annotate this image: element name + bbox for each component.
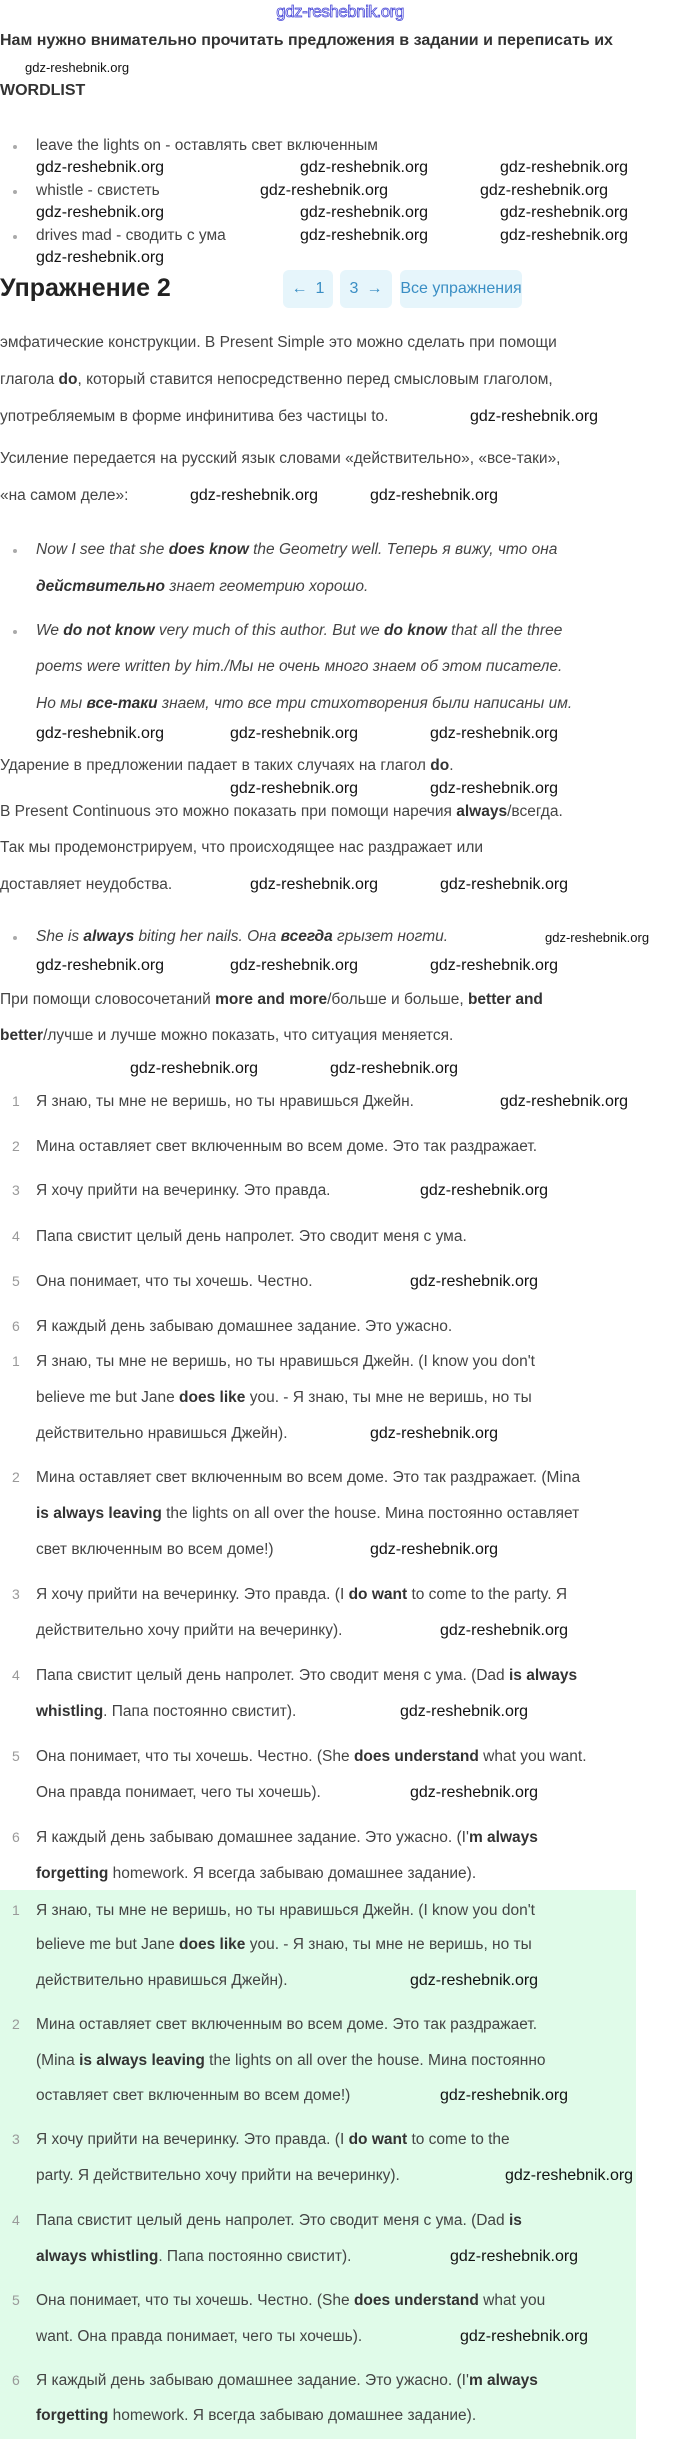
item-number: 6 xyxy=(12,2372,20,2388)
bullet-icon xyxy=(13,630,17,634)
text-run: /лучше и лучше можно показать, что ситуация меняется. xyxy=(43,1027,454,1044)
text-line xyxy=(36,621,562,641)
watermark-text: gdz-reshebnik.org xyxy=(36,204,165,221)
emphasis-text: better xyxy=(0,1027,44,1044)
text-line xyxy=(36,2291,545,2311)
text-run: действительно нравишься Джейн). xyxy=(36,1425,288,1442)
emphasis-text: действительно xyxy=(36,578,165,595)
text-run: Я знаю, ты мне не веришь, но ты нравишься Джейн. xyxy=(36,1093,414,1110)
watermark-text: gdz-reshebnik.org xyxy=(500,159,629,176)
arrow-right-icon: → xyxy=(366,280,383,297)
text-run: that all the three xyxy=(446,622,563,639)
watermark-text: gdz-reshebnik.org xyxy=(370,487,499,504)
text-run: При помощи словосочетаний xyxy=(0,991,216,1008)
text-run: homework. Я всегда забываю домашнее задание). xyxy=(108,2407,477,2424)
item-number: 1 xyxy=(12,1093,20,1109)
watermark-text: gdz-reshebnik.org xyxy=(440,876,569,893)
text-run: want. Она правда понимает, чего ты хочешь). xyxy=(36,2328,363,2345)
emphasis-text: m always xyxy=(468,2372,538,2389)
emphasis-text: does like xyxy=(179,1936,246,1953)
next-exercise-button[interactable] xyxy=(340,270,392,308)
text-run: you. - Я знаю, ты мне не веришь, но ты xyxy=(245,1389,532,1406)
text-run: /больше и больше, xyxy=(327,991,468,1008)
text-line xyxy=(36,1092,414,1112)
text-run: Ударение в предложении падает в таких случаях на глагол xyxy=(0,757,431,774)
item-number: 6 xyxy=(12,1829,20,1845)
watermark-text: gdz-reshebnik.org xyxy=(440,2087,569,2104)
emphasis-text: better and xyxy=(467,991,543,1008)
text-run: the lights on all over the house. Мина постоянно оставляет xyxy=(161,1505,580,1522)
watermark-text: gdz-reshebnik.org xyxy=(440,1622,569,1639)
text-line xyxy=(0,990,543,1010)
bullet-icon xyxy=(13,190,17,194)
watermark-text: gdz-reshebnik.org xyxy=(130,1060,259,1077)
text-line xyxy=(36,1783,321,1803)
text-run: the Geometry well. Теперь я вижу, что она xyxy=(248,541,558,558)
emphasis-text: do know xyxy=(384,622,447,639)
text-line xyxy=(36,1137,537,1157)
bullet-icon xyxy=(13,145,17,149)
item-number: 3 xyxy=(12,1586,20,1602)
item-number: 1 xyxy=(12,1353,20,1369)
text-line xyxy=(36,2166,400,2186)
watermark-text: gdz-reshebnik.org xyxy=(300,159,429,176)
wordlist-heading: WORDLIST xyxy=(0,82,86,99)
text-run: believe me but Jane xyxy=(36,1936,180,1953)
emphasis-text: is always leaving xyxy=(36,1505,162,1522)
text-line xyxy=(36,2211,522,2231)
text-run: the lights on all over the house. Мина постоянно xyxy=(204,2052,546,2069)
text-run: Мина оставляет свет включенным во всем доме. Это так раздражает. xyxy=(36,1138,538,1155)
item-number: 5 xyxy=(12,2292,20,2308)
text-run: Я знаю, ты мне не веришь, но ты нравишься Джейн. (I know you don't xyxy=(36,1902,535,1919)
text-line xyxy=(36,577,368,597)
watermark-text: gdz-reshebnik.org xyxy=(36,249,165,266)
item-number: 2 xyxy=(12,2016,20,2032)
text-line xyxy=(36,2371,538,2391)
text-line xyxy=(0,838,483,858)
text-run: Она понимает, что ты хочешь. Честно. xyxy=(36,1273,313,1290)
item-number: 2 xyxy=(12,1469,20,1485)
text-run: Усиление передается на русский язык словами «действительно», «все-таки», xyxy=(0,450,561,467)
item-number: 5 xyxy=(12,1748,20,1764)
text-run: to come to the party. Я xyxy=(407,1586,568,1603)
text-run: Now I see that she xyxy=(36,541,169,558)
watermark-text: gdz-reshebnik.org xyxy=(460,2328,589,2345)
watermark-text: gdz-reshebnik.org xyxy=(450,2248,579,2265)
text-run: действительно хочу прийти на вечеринку). xyxy=(36,1622,343,1639)
text-line xyxy=(0,802,563,822)
watermark-text: gdz-reshebnik.org xyxy=(500,1093,629,1110)
wordlist-item: whistle - свистеть xyxy=(36,182,160,199)
text-line xyxy=(36,2015,537,2035)
text-line xyxy=(36,1702,296,1722)
text-run: Я каждый день забываю домашнее задание. Это ужасно. (I' xyxy=(36,2372,469,2389)
text-run: глагола xyxy=(0,371,59,388)
text-line xyxy=(36,1540,274,1560)
watermark-text: gdz-reshebnik.org xyxy=(500,227,629,244)
text-run: (Mina xyxy=(36,2052,80,2069)
text-run: We xyxy=(36,622,64,639)
emphasis-text: do want xyxy=(348,1586,408,1603)
text-line xyxy=(36,1468,580,1488)
item-number: 1 xyxy=(12,1902,20,1918)
emphasis-text: does understand xyxy=(353,1748,479,1765)
emphasis-text: все-таки xyxy=(86,695,158,712)
watermark-text: gdz-reshebnik.org xyxy=(230,780,359,797)
text-run: Я хочу прийти на вечеринку. Это правда. (I xyxy=(36,1586,349,1603)
text-run: Папа свистит целый день напролет. Это сводит меня с ума. xyxy=(36,1228,467,1245)
text-run: poems were written by him./Мы не очень много знаем об этом писателе. xyxy=(36,658,563,675)
bullet-icon xyxy=(13,235,17,239)
text-run: Я хочу прийти на вечеринку. Это правда. xyxy=(36,1182,331,1199)
item-number: 4 xyxy=(12,1228,20,1244)
text-run: biting her nails. Она xyxy=(134,928,281,945)
emphasis-text: does know xyxy=(168,541,249,558)
text-run: В Present Continuous это можно показать при помощи наречия xyxy=(0,803,457,820)
text-run: знаем, что все три стихотворения были написаны им. xyxy=(157,695,573,712)
text-run: «на самом деле»: xyxy=(0,487,129,504)
watermark-text: gdz-reshebnik.org xyxy=(480,182,609,199)
emphasis-text: m always xyxy=(468,1829,538,1846)
text-run: . xyxy=(449,757,454,774)
watermark-text: gdz-reshebnik.org xyxy=(330,1060,459,1077)
text-run: Мина оставляет свет включенным во всем доме. Это так раздражает. xyxy=(36,2016,538,2033)
text-line xyxy=(36,1424,288,1444)
arrow-left-icon: ← xyxy=(291,280,308,297)
watermark-text: gdz-reshebnik.org xyxy=(230,725,359,742)
text-run: party. Я действительно хочу прийти на вечеринку). xyxy=(36,2167,400,2184)
watermark-text: gdz-reshebnik.org xyxy=(410,1273,539,1290)
watermark-text: gdz-reshebnik.org xyxy=(250,876,379,893)
text-line xyxy=(36,1901,535,1921)
emphasis-text: всегда xyxy=(280,928,333,945)
text-line xyxy=(0,875,172,895)
watermark-text: gdz-reshebnik.org xyxy=(260,182,389,199)
text-run: действительно нравишься Джейн). xyxy=(36,1972,288,1989)
watermark-text: gdz-reshebnik.org xyxy=(36,725,165,742)
text-run: you. - Я знаю, ты мне не веришь, но ты xyxy=(245,1936,532,1953)
watermark-text: gdz-reshebnik.org xyxy=(470,408,599,425)
watermark-text: gdz-reshebnik.org xyxy=(545,930,650,945)
item-number: 6 xyxy=(12,1318,20,1334)
text-run: Она понимает, что ты хочешь. Честно. (She xyxy=(36,1748,354,1765)
wordlist-item: drives mad - сводить с ума xyxy=(36,227,226,244)
text-line xyxy=(36,2051,546,2071)
emphasis-text: does like xyxy=(179,1389,246,1406)
watermark-text: gdz-reshebnik.org xyxy=(430,725,559,742)
text-line xyxy=(36,694,572,714)
emphasis-text: is xyxy=(508,2212,522,2229)
text-line xyxy=(36,1181,331,1201)
emphasis-text: always xyxy=(456,803,508,820)
text-run: Я знаю, ты мне не веришь, но ты нравишься Джейн. (I know you don't xyxy=(36,1353,535,1370)
text-line xyxy=(36,2247,351,2267)
text-run: . Папа постоянно свистит). xyxy=(103,1703,297,1720)
text-line xyxy=(36,1388,532,1408)
text-line xyxy=(0,370,553,390)
text-line xyxy=(36,1935,532,1955)
watermark-text: gdz-reshebnik.org xyxy=(400,1703,529,1720)
emphasis-text: do xyxy=(58,371,78,388)
text-run: believe me but Jane xyxy=(36,1389,180,1406)
text-run: very much of this author. But we xyxy=(154,622,384,639)
text-line xyxy=(36,1272,313,1292)
text-line xyxy=(0,486,128,506)
watermark-text: gdz-reshebnik.org xyxy=(370,1541,499,1558)
text-line xyxy=(36,657,562,677)
emphasis-text: do want xyxy=(348,2131,408,2148)
text-line xyxy=(0,407,388,427)
text-run: оставляет свет включенным во всем доме!) xyxy=(36,2087,351,2104)
emphasis-text: always xyxy=(83,928,135,945)
text-run: Папа свистит целый день напролет. Это сводит меня с ума. (Dad xyxy=(36,1667,509,1684)
text-line xyxy=(36,1828,538,1848)
text-line xyxy=(36,2130,510,2150)
emphasis-text: do xyxy=(430,757,450,774)
intro-title: Нам нужно внимательно прочитать предложения в задании и переписать их xyxy=(0,32,613,49)
text-run: what you want. xyxy=(478,1748,587,1765)
prev-exercise-button[interactable] xyxy=(283,270,333,308)
text-line xyxy=(36,1666,577,1686)
item-number: 3 xyxy=(12,2131,20,2147)
bullet-icon xyxy=(13,549,17,553)
text-run: to come to the xyxy=(407,2131,510,2148)
emphasis-text: whistling xyxy=(36,1703,104,1720)
text-run: Так мы продемонстрируем, что происходящее нас раздражает или xyxy=(0,839,484,856)
text-line xyxy=(0,333,557,353)
exercise-title: Упражнение 2 xyxy=(0,274,171,302)
text-line xyxy=(36,2327,362,2347)
emphasis-text: is always leaving xyxy=(79,2052,205,2069)
text-line xyxy=(36,927,448,947)
text-run: знает геометрию хорошо. xyxy=(164,578,369,595)
text-run: , который ставится непосредственно перед смысловым глаголом, xyxy=(77,371,553,388)
emphasis-text: forgetting xyxy=(36,2407,109,2424)
text-line xyxy=(36,540,557,560)
item-number: 2 xyxy=(12,1138,20,1154)
wordlist-item: leave the lights on - оставлять свет включенным xyxy=(36,137,378,154)
watermark-text: gdz-reshebnik.org xyxy=(420,1182,549,1199)
text-line xyxy=(36,2406,476,2426)
site-logo-watermark: gdz-reshebnik.org xyxy=(276,2,404,21)
bullet-icon xyxy=(13,936,17,940)
watermark-text: gdz-reshebnik.org xyxy=(25,60,130,75)
watermark-text: gdz-reshebnik.org xyxy=(300,204,429,221)
text-run: Папа свистит целый день напролет. Это сводит меня с ума. (Dad xyxy=(36,2212,509,2229)
text-run: Я хочу прийти на вечеринку. Это правда. (I xyxy=(36,2131,349,2148)
watermark-text: gdz-reshebnik.org xyxy=(500,204,629,221)
text-run: Мина оставляет свет включенным во всем доме. Это так раздражает. (Mina xyxy=(36,1469,581,1486)
text-line xyxy=(0,756,454,776)
all-exercises-label: Все упражнения xyxy=(400,280,522,297)
text-line xyxy=(36,1747,587,1767)
text-run: She is xyxy=(36,928,84,945)
item-number: 5 xyxy=(12,1273,20,1289)
text-line xyxy=(36,1504,579,1524)
emphasis-text: does understand xyxy=(353,2292,479,2309)
item-number: 4 xyxy=(12,2212,20,2228)
text-run: Но мы xyxy=(36,695,87,712)
watermark-text: gdz-reshebnik.org xyxy=(370,1425,499,1442)
watermark-text: gdz-reshebnik.org xyxy=(430,780,559,797)
text-run: Я каждый день забываю домашнее задание. Это ужасно. (I' xyxy=(36,1829,469,1846)
watermark-text: gdz-reshebnik.org xyxy=(505,2167,634,2184)
text-run: Она правда понимает, чего ты хочешь). xyxy=(36,1784,321,1801)
watermark-text: gdz-reshebnik.org xyxy=(300,227,429,244)
text-run: грызет ногти. xyxy=(332,928,449,945)
watermark-text: gdz-reshebnik.org xyxy=(410,1784,539,1801)
item-number: 4 xyxy=(12,1667,20,1683)
watermark-text: gdz-reshebnik.org xyxy=(190,487,319,504)
watermark-text: gdz-reshebnik.org xyxy=(36,159,165,176)
text-run: /всегда. xyxy=(507,803,563,820)
watermark-text: gdz-reshebnik.org xyxy=(230,957,359,974)
text-run: what you xyxy=(478,2292,546,2309)
text-run: Я каждый день забываю домашнее задание. Это ужасно. xyxy=(36,1318,453,1335)
item-number: 3 xyxy=(12,1182,20,1198)
text-line xyxy=(0,449,561,469)
watermark-text: gdz-reshebnik.org xyxy=(430,957,559,974)
all-exercises-button[interactable] xyxy=(400,270,522,308)
next-exercise-label: 3 xyxy=(349,280,359,297)
text-line xyxy=(36,1971,288,1991)
text-line xyxy=(36,2086,350,2106)
text-line xyxy=(36,1352,535,1372)
text-line xyxy=(36,1227,467,1247)
text-line xyxy=(0,1026,453,1046)
watermark-text: gdz-reshebnik.org xyxy=(410,1972,539,1989)
text-run: доставляет неудобства. xyxy=(0,876,173,893)
text-run: употребляемым в форме инфинитива без частицы to. xyxy=(0,408,389,425)
text-line xyxy=(36,1585,567,1605)
emphasis-text: more and more xyxy=(215,991,328,1008)
emphasis-text: is always xyxy=(508,1667,578,1684)
text-run: . Папа постоянно свистит). xyxy=(158,2248,352,2265)
prev-exercise-label: 1 xyxy=(315,280,325,297)
emphasis-text: always whistling xyxy=(36,2248,159,2265)
emphasis-text: do not know xyxy=(63,622,155,639)
text-run: Она понимает, что ты хочешь. Честно. (She xyxy=(36,2292,354,2309)
text-line xyxy=(36,1317,452,1337)
emphasis-text: forgetting xyxy=(36,1865,109,1882)
text-line xyxy=(36,1864,476,1884)
text-line xyxy=(36,1621,342,1641)
watermark-text: gdz-reshebnik.org xyxy=(36,957,165,974)
text-run: свет включенным во всем доме!) xyxy=(36,1541,274,1558)
text-run: эмфатические конструкции. В Present Simple это можно сделать при помощи xyxy=(0,334,557,351)
text-run: homework. Я всегда забываю домашнее задание). xyxy=(108,1865,477,1882)
